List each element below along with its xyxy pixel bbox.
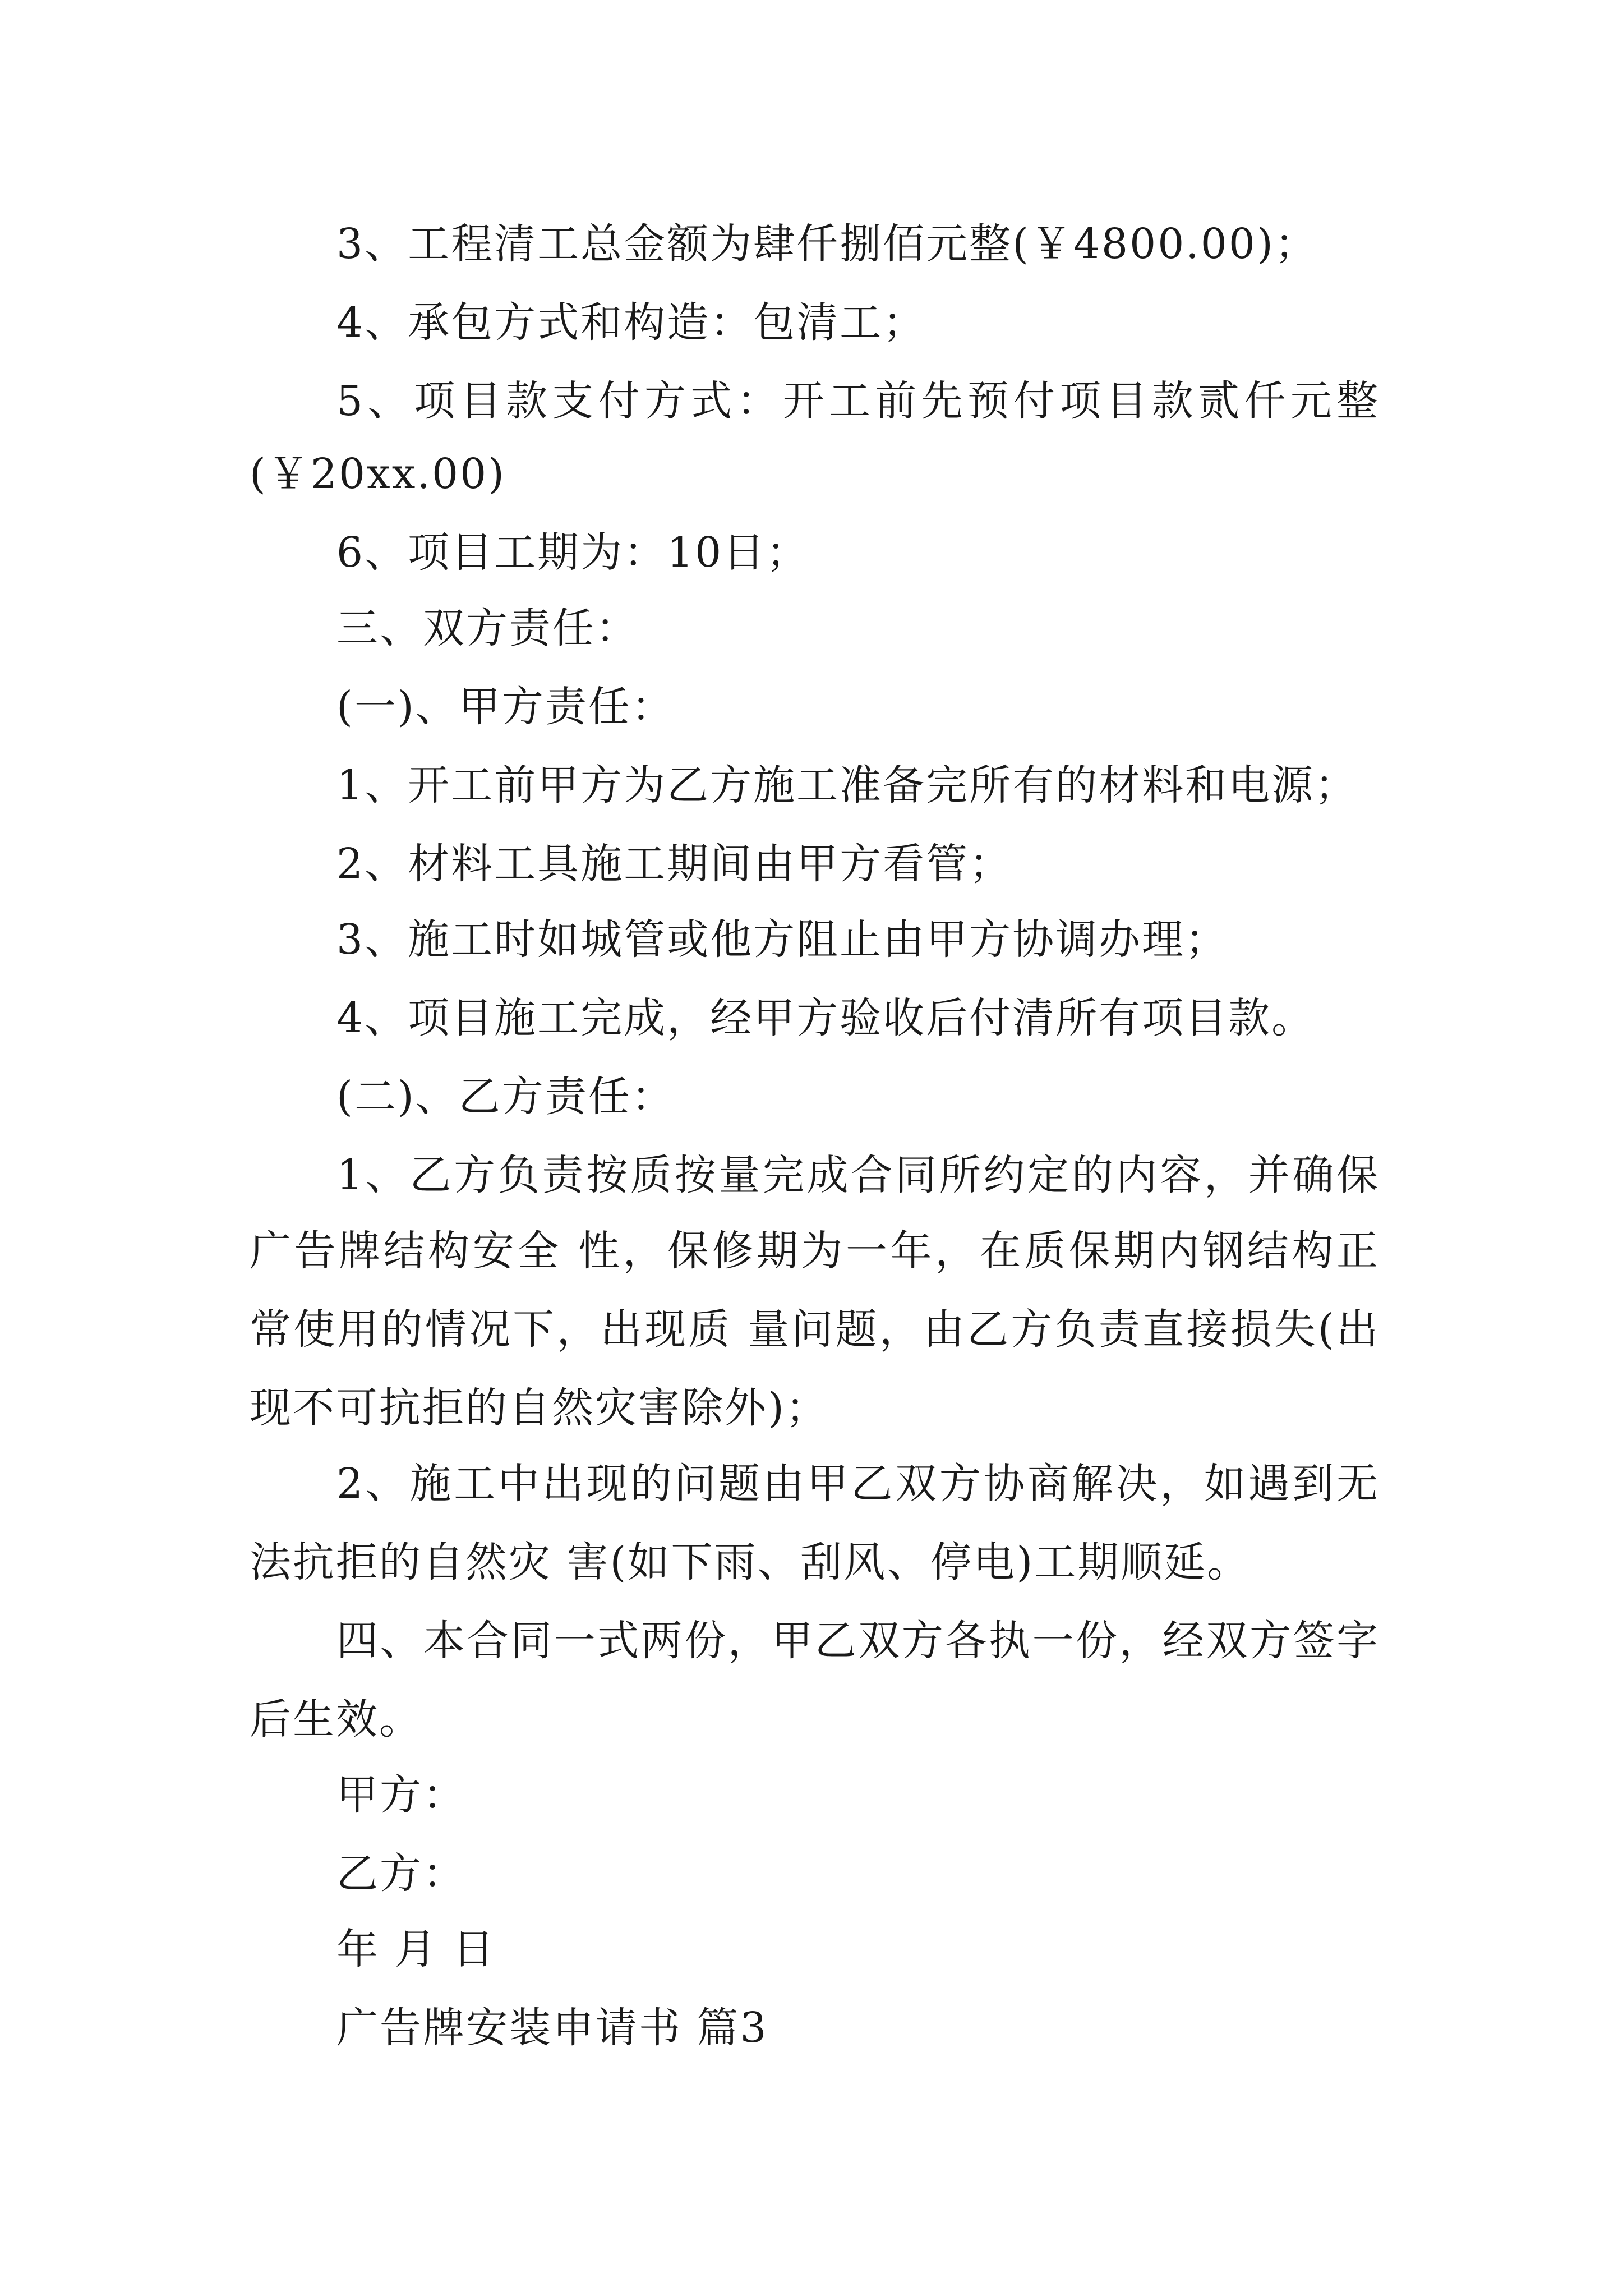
party-a-item-3: 3、施工时如城管或他方阻止由甲方协调办理； xyxy=(336,915,1229,964)
party-b-item-1-line-4: 现不可抗拒的自然灾害除外)； xyxy=(250,1384,829,1432)
party-a-item-1: 1、开工前甲方为乙方施工准备完所有的材料和电源； xyxy=(336,761,1358,809)
party-b-item-2-line-1: 2、施工中出现的问题由甲乙双方协商解决，如遇到无 xyxy=(336,1460,1380,1508)
signature-party-b: 乙方： xyxy=(336,1849,466,1898)
clause-payment-amount: (￥20xx.00) xyxy=(250,450,506,498)
section-heading-responsibilities: 三、双方责任： xyxy=(336,604,639,652)
clause-duration: 6、项目工期为：10日； xyxy=(336,528,810,577)
signature-date: 年 月 日 xyxy=(336,1925,496,1973)
clause-copies-line-2: 后生效。 xyxy=(250,1695,422,1743)
clause-total-amount: 3、工程清工总金额为肆仟捌佰元整(￥4800.00)； xyxy=(336,220,1318,268)
clause-contract-method: 4、承包方式和构造：包清工； xyxy=(336,298,926,347)
party-b-item-2-line-2: 法抗拒的自然灾 害(如下雨、刮风、停电)工期顺延。 xyxy=(250,1538,1251,1586)
clause-copies-line-1: 四、本合同一式两份，甲乙双方各执一份，经双方签字 xyxy=(336,1617,1380,1665)
party-a-item-2: 2、材料工具施工期间由甲方看管； xyxy=(336,840,1013,888)
party-b-item-1-line-1: 1、乙方负责按质按量完成合同所约定的内容，并确保 xyxy=(336,1151,1380,1199)
subsection-heading-party-b: (二)、乙方责任： xyxy=(336,1073,675,1121)
subsection-heading-party-a: (一)、甲方责任： xyxy=(336,683,675,731)
party-b-item-1-line-2: 广告牌结构安全 性，保修期为一年，在质保期内钢结构正 xyxy=(250,1227,1380,1275)
party-b-item-1-line-3: 常使用的情况下，出现质 量问题，由乙方负责直接损失(出 xyxy=(250,1305,1380,1354)
clause-payment-method: 5、项目款支付方式：开工前先预付项目款贰仟元整 xyxy=(336,377,1380,425)
signature-party-a: 甲方： xyxy=(336,1771,466,1819)
party-a-item-4: 4、项目施工完成，经甲方验收后付清所有项目款。 xyxy=(336,994,1315,1042)
next-section-title: 广告牌安装申请书 篇3 xyxy=(336,2004,768,2052)
